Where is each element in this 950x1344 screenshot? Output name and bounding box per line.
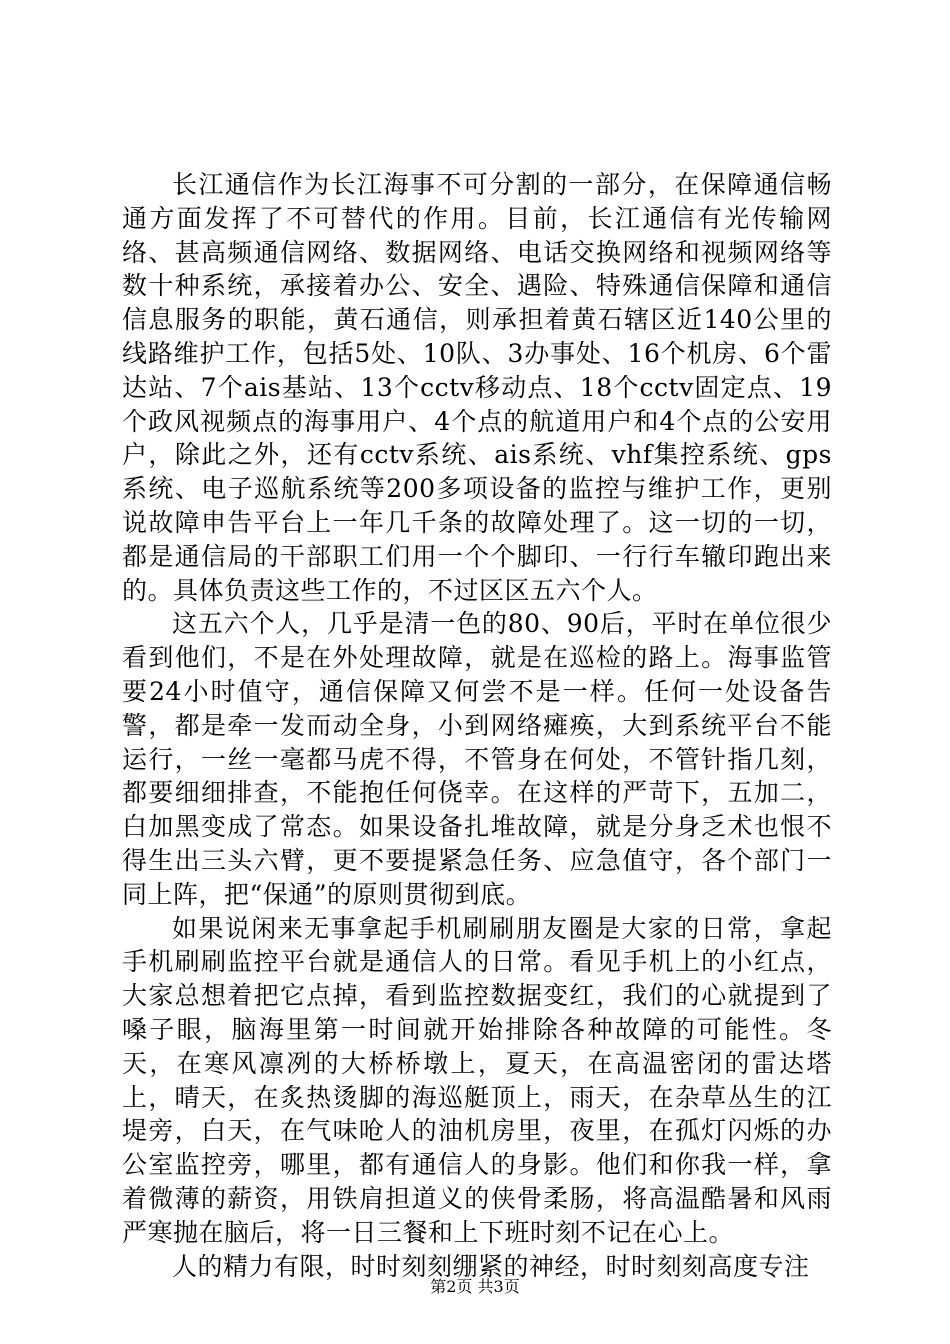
paragraph-1: 长江通信作为长江海事不可分割的一部分，在保障通信畅通方面发挥了不可替代的作用。目前，长江通信有光传输网络、甚高频通信网络、数据网络、电话交换网络和视频网络等数十种系统，承接着办公、安全、遇险、特殊通信保障和通信信息服务的职能，黄石通信，则承担着黄石辖区近140公里的线路维护工作，包括5处、10队、3办事处、16个机房、6个雷达站、7个ais基站、13个cctv移动点、18个cctv固定点、19个政风视频点的海事用户、4个点的航道用户和4个点的公安用户，除此之外，还有cctv系统、ais系统、vhf集控系统、gps系统、电子巡航系统等200多项设备的监控与维护工作，更别说故障申告平台上一年几千条的故障处理了。这一切的一切，都是通信局的干部职工们用一个个脚印、一行行车辙印跑出来的。具体负责这些工作的，不过区区五六个人。 [122, 170, 832, 605]
paragraph-4: 人的精力有限，时时刻刻绷紧的神经，时时刻刻高度专注 [172, 1251, 810, 1281]
paragraph-3: 如果说闲来无事拿起手机刷刷朋友圈是大家的日常，拿起手机刷刷监控平台就是通信人的日常。看见手机上的小红点，大家总想着把它点掉，看到监控数据变红，我们的心就提到了嗓子眼，脑海里第一时间就开始排除各种故障的可能性。冬天，在寒风凛冽的大桥桥墩上，夏天，在高温密闭的雷达塔上，晴天，在炙热烫脚的海巡艇顶上，雨天，在杂草丛生的江堤旁，白天，在气味呛人的油机房里，夜里，在孤灯闪烁的办公室监控旁，哪里，都有通信人的身影。他们和你我一样，拿着微薄的薪资，用铁肩担道义的侠骨柔肠，将高温酷暑和风雨严寒抛在脑后，将一日三餐和上下班时刻不记在心上。 [122, 913, 832, 1247]
page-number-footer: 第2页 共3页 [430, 1277, 520, 1296]
document-body [122, 168, 832, 1283]
paragraph-2: 这五六个人，几乎是清一色的80、90后，平时在单位很少看到他们，不是在外处理故障，就是在巡检的路上。海事监管要24小时值守，通信保障又何尝不是一样。任何一处设备告警，都是牵一发而动全身，小到网络瘫痪，大到系统平台不能运行，一丝一毫都马虎不得，不管身在何处，不管针指几刻，都要细细排查，不能抱任何侥幸。在这样的严苛下，五加二，白加黑变成了常态。如果设备扎堆故障，就是分身乏术也恨不得生出三头六臂，更不要提紧急任务、应急值守，各个部门一同上阵，把“保通”的原则贯彻到底。 [122, 609, 832, 909]
